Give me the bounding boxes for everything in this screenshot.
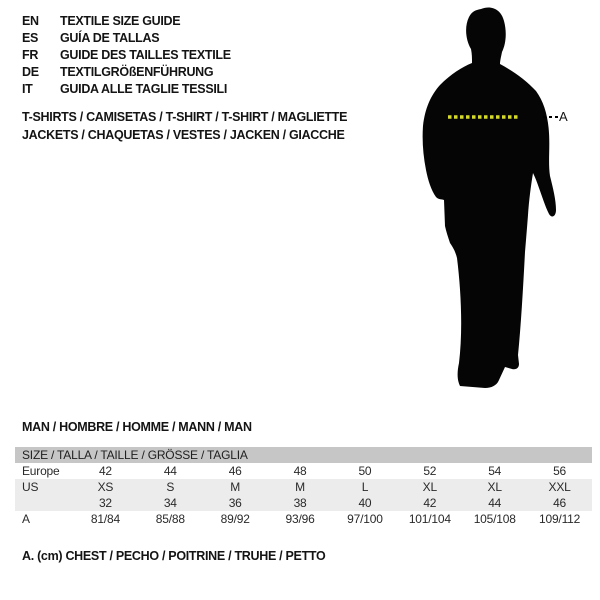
cell: 40 <box>358 496 372 510</box>
language-title: TEXTILE SIZE GUIDE <box>60 13 181 28</box>
cell: 50 <box>358 464 372 478</box>
language-code: IT <box>22 81 33 96</box>
language-row-en <box>22 12 231 29</box>
cell: XL <box>487 480 502 494</box>
cell: XS <box>97 480 114 494</box>
size-table-header: SIZE / TALLA / TAILLE / GRÖSSE / TAGLIA <box>15 447 592 463</box>
table-row-chest-a <box>15 511 592 528</box>
language-code: ES <box>22 30 39 45</box>
language-row-fr <box>22 46 231 63</box>
cell: 85/88 <box>155 512 185 526</box>
cell: XXL <box>548 480 571 494</box>
cell: 105/108 <box>473 512 516 526</box>
language-row-de <box>22 63 231 80</box>
cell: 46 <box>228 464 242 478</box>
language-title: GUIDA ALLE TAGLIE TESSILI <box>60 81 228 96</box>
row-label: A <box>22 512 30 526</box>
cell: 48 <box>293 464 307 478</box>
category-jackets: JACKETS / CHAQUETAS / VESTES / JACKEN / GIACCHE <box>22 128 345 142</box>
row-label: US <box>22 480 39 494</box>
cell: 101/104 <box>408 512 451 526</box>
measure-label-a: A <box>559 109 568 124</box>
cell: M <box>295 480 305 494</box>
cell: 52 <box>423 464 437 478</box>
language-row-es <box>22 29 231 46</box>
cell: 32 <box>98 496 112 510</box>
cell: 54 <box>488 464 502 478</box>
garment-categories <box>22 108 347 144</box>
row-label: Europe <box>22 464 60 478</box>
cell: XL <box>422 480 437 494</box>
table-row-us-numeric <box>15 495 592 511</box>
section-title-man: MAN / HOMBRE / HOMME / MANN / MAN <box>22 420 252 434</box>
language-legend <box>22 12 231 97</box>
cell: M <box>230 480 241 494</box>
measure-footnote: A. (cm) CHEST / PECHO / POITRINE / TRUHE / PETTO <box>22 549 326 563</box>
cell: 36 <box>228 496 242 510</box>
cell: 109/112 <box>539 512 581 526</box>
size-table <box>15 447 592 528</box>
language-title: GUIDE DES TAILLES TEXTILE <box>60 47 231 62</box>
cell: 97/100 <box>347 512 383 526</box>
language-title: TEXTILGRÖßENFÜHRUNG <box>60 64 214 79</box>
language-row-it <box>22 80 231 97</box>
cell: 44 <box>488 496 502 510</box>
cell: 38 <box>293 496 307 510</box>
category-tshirts: T-SHIRTS / CAMISETAS / T-SHIRT / T-SHIRT / MAGLIETTE <box>22 110 348 124</box>
cell: 81/84 <box>90 512 120 526</box>
cell: 93/96 <box>285 512 315 526</box>
cell: 46 <box>553 496 567 510</box>
man-silhouette-figure <box>415 0 590 395</box>
table-row-europe <box>15 463 592 479</box>
cell: 42 <box>98 464 112 478</box>
language-title: GUÍA DE TALLAS <box>60 30 160 45</box>
man-silhouette-icon <box>415 0 590 395</box>
cell: 42 <box>423 496 437 510</box>
cell: 34 <box>163 496 177 510</box>
table-row-us <box>15 479 592 495</box>
language-code: FR <box>22 47 39 62</box>
cell: L <box>361 480 369 494</box>
cell: 44 <box>163 464 177 478</box>
language-code: DE <box>22 64 39 79</box>
cell: 56 <box>553 464 567 478</box>
cell: S <box>166 480 175 494</box>
row-label <box>15 495 73 511</box>
language-code: EN <box>22 13 39 28</box>
cell: 89/92 <box>220 512 250 526</box>
